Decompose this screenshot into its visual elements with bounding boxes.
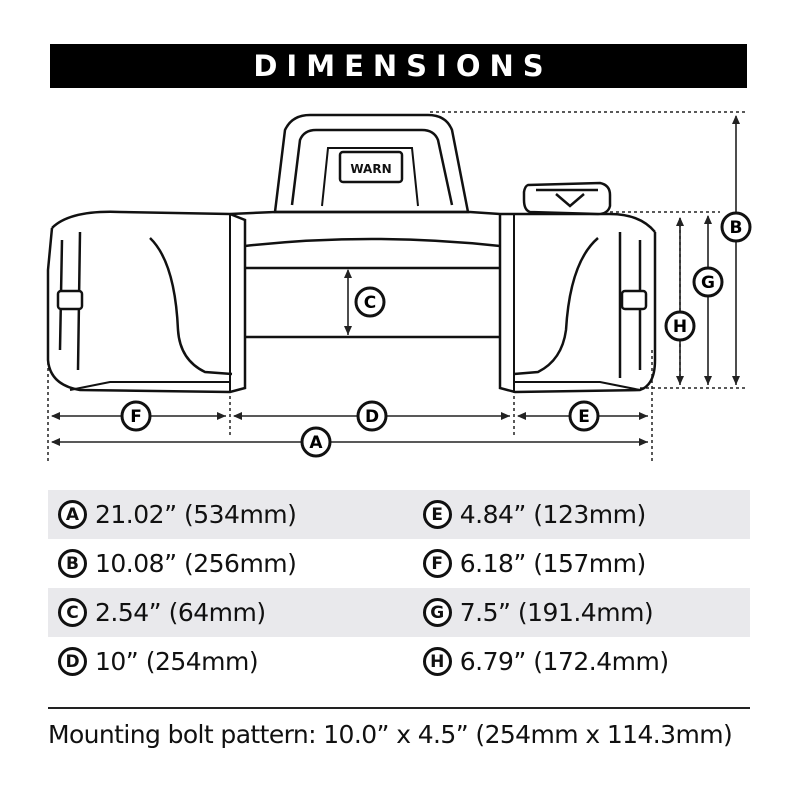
dimension-value: 10” (254mm) [95, 647, 259, 676]
callout-h [666, 312, 694, 340]
dimension-value: 4.84” (123mm) [459, 500, 646, 529]
callout-g [694, 268, 722, 296]
callout-b [722, 213, 750, 241]
dimension-value: 2.54” (64mm) [95, 598, 266, 627]
letter-badge: E [423, 500, 452, 529]
dimension-e [423, 500, 750, 529]
table-row [48, 539, 750, 588]
dimension-g [423, 598, 750, 627]
page-title: DIMENSIONS [253, 49, 553, 83]
table-row [48, 490, 750, 539]
svg-text:G: G [701, 273, 715, 293]
letter-badge: F [423, 549, 452, 578]
table-row [48, 588, 750, 637]
dimensions-table [48, 490, 750, 686]
svg-text:B: B [729, 218, 743, 238]
winch-body [48, 115, 655, 392]
svg-text:C: C [363, 293, 377, 313]
callout-c [356, 288, 384, 316]
callout-d [358, 402, 386, 430]
dimension-value: 7.5” (191.4mm) [459, 598, 654, 627]
dimension-value: 6.79” (172.4mm) [459, 647, 669, 676]
callout-f [122, 402, 150, 430]
divider [48, 707, 750, 709]
dimension-c [48, 598, 423, 627]
mounting-bolt-note: Mounting bolt pattern: 10.0” x 4.5” (254mm x 114.3mm) [48, 720, 733, 749]
letter-badge: A [58, 500, 87, 529]
dimension-value: 21.02” (534mm) [95, 500, 297, 529]
letter-badge: D [58, 647, 87, 676]
dimension-h [423, 647, 750, 676]
callout-e [570, 402, 598, 430]
letter-badge: C [58, 598, 87, 627]
dimension-value: 6.18” (157mm) [459, 549, 646, 578]
dimension-a [48, 500, 423, 529]
letter-badge: H [423, 647, 452, 676]
svg-text:F: F [130, 407, 142, 427]
warn-logo: WARN [350, 162, 392, 176]
svg-text:A: A [309, 433, 323, 453]
callout-a [302, 428, 330, 456]
svg-text:H: H [672, 317, 688, 337]
dimension-b [48, 549, 423, 578]
letter-badge: B [58, 549, 87, 578]
dimension-d [48, 647, 423, 676]
dimension-value: 10.08” (256mm) [95, 549, 297, 578]
dimension-f [423, 549, 750, 578]
letter-badge: G [423, 598, 452, 627]
table-row [48, 637, 750, 686]
svg-text:E: E [578, 407, 590, 427]
svg-text:D: D [364, 407, 380, 427]
